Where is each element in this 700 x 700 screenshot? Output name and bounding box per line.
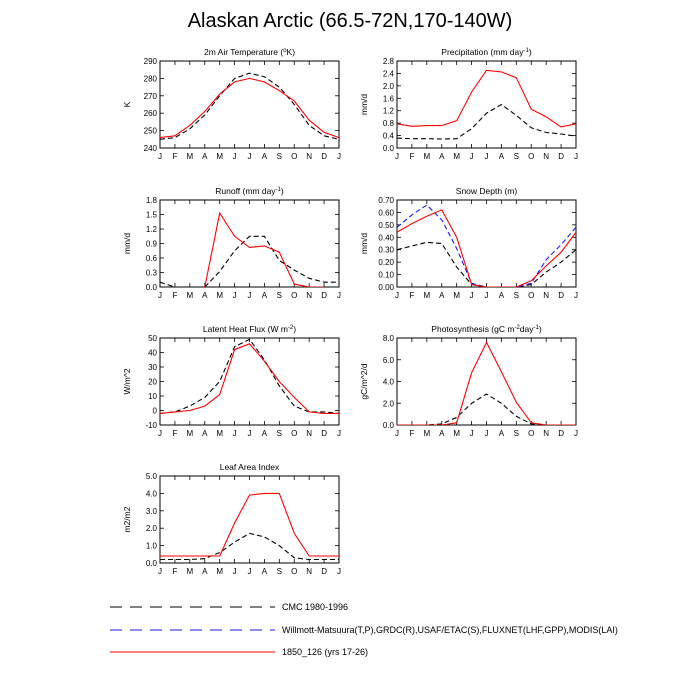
x-tick-label: O <box>528 291 535 300</box>
y-axis-label: mm/d <box>359 93 369 116</box>
y-tick-label: 1.0 <box>145 541 157 551</box>
y-tick-label: 0 <box>152 406 157 416</box>
x-tick-label: S <box>513 152 520 161</box>
x-tick-label: M <box>453 429 461 438</box>
x-tick-label: S <box>513 291 520 300</box>
x-tick-label: J <box>158 567 162 576</box>
y-tick-label: 260 <box>143 109 157 119</box>
y-tick-label: 0.9 <box>145 239 157 249</box>
x-tick-label: J <box>395 152 399 161</box>
y-tick-label: 0.0 <box>382 144 394 153</box>
x-tick-label: A <box>202 567 208 576</box>
panel-7 <box>122 462 341 576</box>
y-tick-label: 1.2 <box>145 225 157 234</box>
y-tick-label: 2.0 <box>145 524 157 534</box>
title-superscript: -2 <box>287 325 294 331</box>
x-tick-label: N <box>306 291 313 300</box>
x-tick-label: D <box>558 152 564 161</box>
y-tick-label: 0.0 <box>145 559 157 568</box>
x-tick-label: J <box>158 291 162 300</box>
title-text: ) <box>538 324 542 334</box>
x-tick-label: M <box>216 429 224 438</box>
x-tick-label: J <box>469 291 474 300</box>
legend-label-obs: Willmott-Matsuura(T,P),GRDC(R),USAF/ETAC(S),FLUXNET(LHF,GPP),MODIS(LAI) <box>282 625 618 635</box>
y-axis-label: W/m^2 <box>122 368 132 395</box>
panel-title <box>456 186 518 196</box>
y-tick-label: 40 <box>148 348 157 358</box>
x-tick-label: S <box>276 567 283 576</box>
y-tick-label: 4.0 <box>145 489 157 499</box>
x-tick-label: J <box>247 291 252 300</box>
title-text: Latent Heat Flux (W m <box>202 324 288 334</box>
title-text: Leaf Area Index <box>219 462 280 472</box>
plot-frame <box>160 61 339 148</box>
x-tick-label: F <box>172 567 178 576</box>
x-tick-label: A <box>202 152 208 161</box>
y-tick-label: 5.0 <box>145 472 157 481</box>
y-tick-label: 0.3 <box>145 268 157 278</box>
y-tick-label: 50 <box>148 334 157 343</box>
x-tick-label: M <box>186 567 194 576</box>
x-tick-label: J <box>484 152 489 161</box>
x-tick-label: A <box>439 291 445 300</box>
y-tick-label: 0.4 <box>382 131 394 141</box>
x-tick-label: N <box>543 291 550 300</box>
series-line-cmc <box>160 339 339 413</box>
legend-label-cmc: CMC 1980-1996 <box>282 602 349 612</box>
x-tick-label: M <box>423 429 431 438</box>
x-tick-label: A <box>261 429 268 438</box>
x-tick-label: J <box>232 429 237 438</box>
title-superscript: -1 <box>275 187 281 193</box>
x-tick-label: D <box>321 291 327 300</box>
y-tick-label: 0.30 <box>378 245 394 255</box>
x-tick-label: S <box>276 429 283 438</box>
x-tick-label: F <box>172 152 178 161</box>
y-tick-label: 8.0 <box>382 334 394 343</box>
y-tick-label: 0.00 <box>378 283 394 292</box>
y-axis-label: m2/m2 <box>122 506 132 533</box>
x-tick-label: D <box>558 429 564 438</box>
title-text: day <box>519 324 534 334</box>
series-line-model <box>205 213 324 287</box>
x-tick-label: J <box>574 291 578 300</box>
y-tick-label: 290 <box>143 57 157 66</box>
panel-title <box>441 47 532 57</box>
title-superscript: -1 <box>523 48 529 54</box>
x-tick-label: M <box>423 152 431 161</box>
x-tick-label: D <box>321 152 327 161</box>
x-tick-label: S <box>513 429 520 438</box>
y-tick-label: 2.4 <box>382 69 394 79</box>
panel-1 <box>122 47 341 161</box>
x-tick-label: J <box>232 152 237 161</box>
x-tick-label: J <box>247 152 252 161</box>
panel-title <box>220 462 280 472</box>
x-tick-label: O <box>291 429 298 438</box>
x-tick-label: A <box>261 567 268 576</box>
title-text: ) <box>528 47 532 57</box>
y-axis-label: mm/d <box>122 232 132 255</box>
y-tick-label: 0.10 <box>378 270 394 280</box>
x-tick-label: J <box>158 429 162 438</box>
x-tick-label: J <box>395 291 399 300</box>
x-tick-label: A <box>261 152 268 161</box>
x-tick-label: J <box>232 291 237 300</box>
x-tick-label: D <box>321 429 327 438</box>
x-tick-label: J <box>484 291 489 300</box>
x-tick-label: A <box>498 429 505 438</box>
y-tick-label: 1.5 <box>145 210 157 220</box>
plot-frame <box>397 61 576 148</box>
x-tick-label: J <box>484 429 489 438</box>
y-tick-label: 1.6 <box>382 94 394 104</box>
x-tick-label: S <box>276 152 283 161</box>
y-tick-label: 3.0 <box>145 506 157 516</box>
x-tick-label: O <box>528 152 535 161</box>
x-tick-label: J <box>158 152 162 161</box>
x-tick-label: M <box>453 152 461 161</box>
x-tick-label: A <box>439 152 445 161</box>
panel-3 <box>122 186 341 300</box>
series-line-cmc <box>397 242 576 287</box>
y-tick-label: 0.70 <box>378 196 394 205</box>
title-superscript: -1 <box>533 325 539 331</box>
y-tick-label: 0.20 <box>378 258 394 268</box>
x-tick-label: O <box>291 152 298 161</box>
x-tick-label: M <box>216 152 224 161</box>
x-tick-label: F <box>172 429 178 438</box>
series-line-model <box>160 493 339 556</box>
x-tick-label: O <box>291 291 298 300</box>
y-tick-label: 2.0 <box>382 399 394 409</box>
x-tick-label: M <box>216 291 224 300</box>
x-tick-label: N <box>306 152 313 161</box>
panel-title <box>431 324 542 334</box>
series-line-cmc <box>160 236 339 287</box>
x-tick-label: A <box>261 291 268 300</box>
panel-title <box>215 186 284 196</box>
title-text: Runoff (mm day <box>215 186 276 196</box>
series-line-model <box>160 344 339 414</box>
y-axis-label: K <box>122 101 132 108</box>
plot-frame <box>160 476 339 563</box>
x-tick-label: N <box>543 429 550 438</box>
x-tick-label: A <box>439 429 445 438</box>
x-tick-label: A <box>202 429 208 438</box>
title-superscript: -2 <box>514 325 520 331</box>
x-tick-label: M <box>186 291 194 300</box>
y-tick-label: 6.0 <box>382 355 394 365</box>
series-line-model <box>397 210 576 287</box>
y-tick-label: 1.8 <box>145 196 157 205</box>
legend-label-model: 1850_126 (yrs 17-26) <box>282 647 369 657</box>
panel-5 <box>122 324 341 438</box>
x-tick-label: M <box>453 291 461 300</box>
y-tick-label: 0.0 <box>382 421 394 430</box>
y-tick-label: 280 <box>143 74 157 84</box>
y-tick-label: 0.60 <box>378 208 394 218</box>
x-tick-label: J <box>574 429 578 438</box>
x-tick-label: N <box>306 429 313 438</box>
title-text: Snow Depth (m) <box>455 186 518 196</box>
title-text: ) <box>280 186 284 196</box>
y-axis-label: gC/m^2/d <box>359 363 369 400</box>
x-tick-label: A <box>498 152 505 161</box>
y-axis-label: mm/d <box>359 232 369 255</box>
x-tick-label: J <box>247 567 252 576</box>
series-line-cmc <box>160 73 339 139</box>
y-tick-label: 0.6 <box>145 254 157 263</box>
series-line-model <box>397 70 576 127</box>
panel-title <box>204 47 295 57</box>
x-tick-label: J <box>247 429 252 438</box>
series-line-cmc <box>397 105 576 140</box>
x-tick-label: A <box>202 291 208 300</box>
x-tick-label: F <box>172 291 178 300</box>
legend <box>110 602 618 657</box>
x-tick-label: J <box>232 567 237 576</box>
panel-title <box>203 324 296 334</box>
x-tick-label: N <box>543 152 550 161</box>
y-tick-label: 0.8 <box>382 119 394 129</box>
x-tick-label: M <box>186 429 194 438</box>
y-tick-label: 240 <box>143 144 157 153</box>
y-tick-label: 2.8 <box>382 57 394 66</box>
panel-4 <box>359 186 578 300</box>
title-text: 2m Air Temperature ( <box>203 47 284 57</box>
y-tick-label: 0.50 <box>378 220 394 230</box>
series-line-model <box>397 342 576 425</box>
title-text: ) <box>293 324 297 334</box>
plot-frame <box>160 200 339 287</box>
x-tick-label: F <box>409 152 415 161</box>
x-tick-label: D <box>558 291 564 300</box>
x-tick-label: J <box>337 567 341 576</box>
title-text: K) <box>286 47 296 57</box>
title-text: Precipitation (mm day <box>441 47 524 57</box>
y-tick-label: 0.0 <box>145 283 157 292</box>
y-tick-label: 0.40 <box>378 233 394 243</box>
x-tick-label: D <box>321 567 327 576</box>
x-tick-label: M <box>216 567 224 576</box>
y-tick-label: 2.0 <box>382 81 394 91</box>
x-tick-label: J <box>574 152 578 161</box>
y-tick-label: 270 <box>143 91 157 101</box>
x-tick-label: J <box>337 429 341 438</box>
plot-frame <box>397 338 576 425</box>
y-tick-label: 10 <box>148 392 157 401</box>
x-tick-label: O <box>291 567 298 576</box>
x-tick-label: M <box>186 152 194 161</box>
page-title: Alaskan Arctic (66.5-72N,170-140W) <box>187 10 513 32</box>
y-tick-label: 4.0 <box>382 377 394 387</box>
title-text: Photosynthesis (gC m <box>431 324 515 334</box>
x-tick-label: J <box>469 152 474 161</box>
x-tick-label: A <box>498 291 505 300</box>
x-tick-label: J <box>337 152 341 161</box>
y-tick-label: 20 <box>148 377 157 387</box>
x-tick-label: J <box>337 291 341 300</box>
panel-6 <box>359 324 578 438</box>
x-tick-label: M <box>423 291 431 300</box>
x-tick-label: S <box>276 291 283 300</box>
x-tick-label: O <box>528 429 535 438</box>
y-tick-label: 30 <box>148 363 157 372</box>
x-tick-label: J <box>395 429 399 438</box>
y-tick-label: 1.2 <box>382 106 394 116</box>
x-tick-label: F <box>409 429 415 438</box>
title-superscript: o <box>283 48 287 54</box>
panel-2 <box>359 47 578 161</box>
x-tick-label: N <box>306 567 313 576</box>
y-tick-label: -10 <box>145 421 157 430</box>
x-tick-label: J <box>469 429 474 438</box>
x-tick-label: F <box>409 291 415 300</box>
y-tick-label: 250 <box>143 126 157 136</box>
series-line-cmc <box>397 394 576 425</box>
series-line-model <box>160 78 339 137</box>
